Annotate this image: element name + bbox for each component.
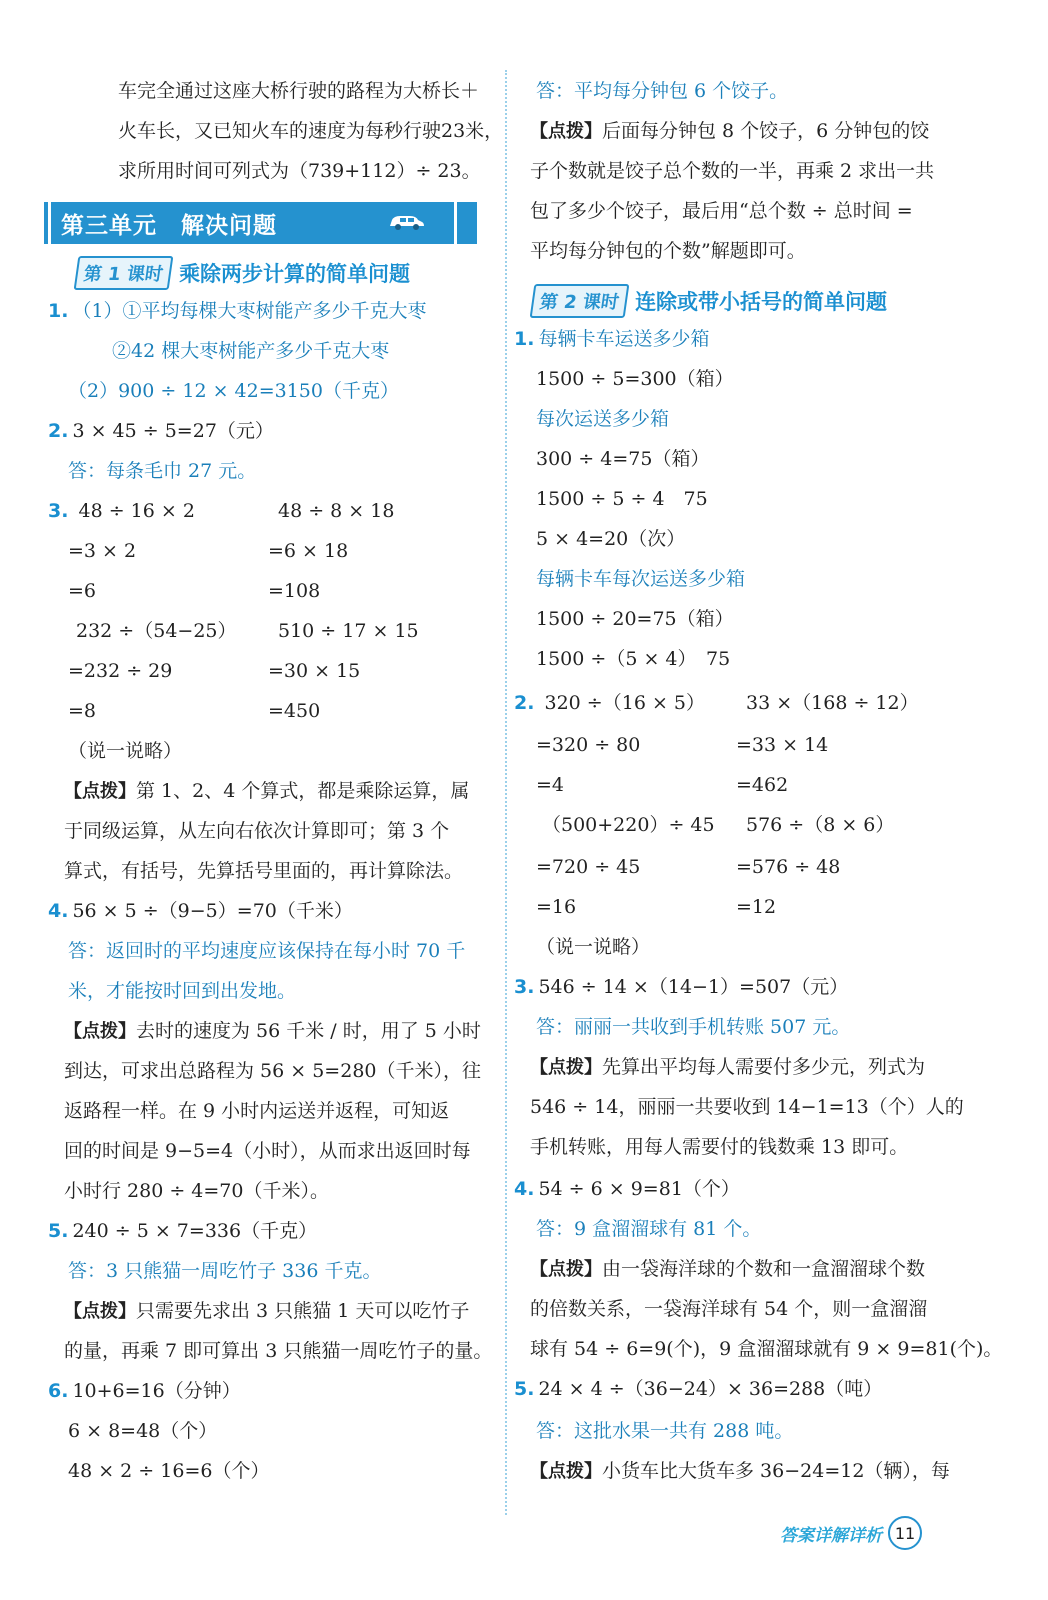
question-2-d3: =12 xyxy=(736,896,777,918)
question-2-d2: =576 ÷ 48 xyxy=(736,856,841,878)
question-2-b1: 33 ×（168 ÷ 12） xyxy=(746,692,919,714)
problem-1-line-a: 1. （1）①平均每棵大枣树能产多少千克大枣 xyxy=(48,300,427,322)
lesson-1-title: 乘除两步计算的简单问题 xyxy=(179,262,411,286)
question-1-l2: 1500 ÷ 5=300（箱） xyxy=(536,368,734,390)
q-tip-4-line-3: 球有 54 ÷ 6=9(个)，9 盒溜溜球就有 9 × 9=81(个)。 xyxy=(530,1338,1003,1360)
problem-6-b: 6 × 8=48（个） xyxy=(68,1420,218,1442)
question-2-d1: 576 ÷（8 × 6） xyxy=(746,814,895,836)
question-2-a3: =4 xyxy=(536,774,565,796)
tip-label: 【点拨】 xyxy=(530,1057,602,1078)
problem-3-b2: =6 × 18 xyxy=(268,540,349,562)
problem-3-d2: =30 × 15 xyxy=(268,660,361,682)
problem-number: 5. xyxy=(48,1220,69,1242)
tip-3-line-1: 【点拨】第 1、2、4 个算式，都是乘除运算，属 xyxy=(64,778,469,805)
q-tip-5-line-1: 【点拨】小货车比大货车多 36−24=12（辆），每 xyxy=(530,1458,950,1485)
tip-label: 【点拨】 xyxy=(64,1021,136,1042)
tip-4-line-3: 返路程一样。在 9 小时内运送并返程，可知返 xyxy=(64,1100,450,1122)
question-2-c3: =16 xyxy=(536,896,577,918)
tip-top-line-4: 平均每分钟包的个数”解题即可。 xyxy=(530,240,806,262)
car-icon xyxy=(386,212,426,232)
problem-6-c: 48 × 2 ÷ 16=6（个） xyxy=(68,1460,270,1482)
problem-5-expr: 5. 240 ÷ 5 × 7=336（千克） xyxy=(48,1220,318,1242)
tip-top-line-1: 【点拨】后面每分钟包 8 个饺子，6 分钟包的饺 xyxy=(530,118,929,145)
question-1-l5: 1500 ÷ 5 ÷ 4 75 xyxy=(536,488,708,510)
tip-4-line-2: 到达，可求出总路程为 56 × 5=280（千米），往 xyxy=(64,1060,481,1082)
problem-number: 3. xyxy=(48,500,69,522)
question-3-answer: 答：丽丽一共收到手机转账 507 元。 xyxy=(536,1016,851,1038)
problem-1-line-c: （2）900 ÷ 12 × 42=3150（千克） xyxy=(68,380,399,402)
tip-3-line-2: 于同级运算，从左向右依次计算即可；第 3 个 xyxy=(64,820,450,842)
problem-3-c2: =232 ÷ 29 xyxy=(68,660,173,682)
problem-number: 4. xyxy=(514,1178,535,1200)
problem-4-answer-2: 米，才能按时回到出发地。 xyxy=(68,980,297,1002)
lesson-1-tag: 第 1 课时 xyxy=(74,256,174,290)
problem-6-a: 6. 10+6=16（分钟） xyxy=(48,1380,241,1402)
question-4-expr: 4. 54 ÷ 6 × 9=81（个） xyxy=(514,1178,740,1200)
question-1-l6: 5 × 4=20（次） xyxy=(536,528,686,550)
question-1-l3: 每次运送多少箱 xyxy=(536,408,670,430)
question-5-expr: 5. 24 × 4 ÷（36−24）× 36=288（吨） xyxy=(514,1378,883,1400)
question-2-c2: =720 ÷ 45 xyxy=(536,856,641,878)
unit-header-bar xyxy=(44,202,480,244)
tip-3-line-3: 算式，有括号，先算括号里面的，再计算除法。 xyxy=(64,860,464,882)
problem-4-answer-1: 答：返回时的平均速度应该保持在每小时 70 千 xyxy=(68,940,466,962)
problem-number: 1. xyxy=(48,300,69,322)
question-2-a1: 2. 320 ÷（16 × 5） xyxy=(514,692,705,714)
problem-3-c1: 232 ÷（54−25） xyxy=(76,620,237,642)
q-tip-4-line-1: 【点拨】由一袋海洋球的个数和一盒溜溜球个数 xyxy=(530,1256,925,1283)
problem-3-d1: 510 ÷ 17 × 15 xyxy=(278,620,419,642)
problem-number: 5. xyxy=(514,1378,535,1400)
problem-3-c3: =8 xyxy=(68,700,97,722)
problem-number: 6. xyxy=(48,1380,69,1402)
problem-1-line-b: ②42 棵大枣树能产多少千克大枣 xyxy=(112,340,390,362)
problem-number: 1. xyxy=(514,328,535,350)
tip-5-line-2: 的量，再乘 7 即可算出 3 只熊猫一周吃竹子的量。 xyxy=(64,1340,493,1362)
q-tip-3-line-3: 手机转账，用每人需要付的钱数乘 13 即可。 xyxy=(530,1136,909,1158)
unit-bar-tail xyxy=(454,202,480,244)
question-2-a2: =320 ÷ 80 xyxy=(536,734,641,756)
problem-number: 2. xyxy=(514,692,535,714)
tip-label: 【点拨】 xyxy=(530,1461,602,1482)
question-1-l9: 1500 ÷（5 × 4） 75 xyxy=(536,648,731,670)
problem-2-expr: 2. 3 × 45 ÷ 5=27（元） xyxy=(48,420,274,442)
tip-top-line-3: 包了多少个饺子，最后用“总个数 ÷ 总时间 = xyxy=(530,200,913,222)
tip-label: 【点拨】 xyxy=(530,121,602,142)
footer-label: 答案详解详析 xyxy=(780,1525,882,1546)
problem-3-a3: =6 xyxy=(68,580,97,602)
question-2-b2: =33 × 14 xyxy=(736,734,829,756)
problem-3-a2: =3 × 2 xyxy=(68,540,137,562)
problem-3-b1: 48 ÷ 8 × 18 xyxy=(278,500,395,522)
unit-bar-edge xyxy=(44,202,51,244)
tip-4-line-1: 【点拨】去时的速度为 56 千米 / 时，用了 5 小时 xyxy=(64,1018,481,1045)
problem-3-d3: =450 xyxy=(268,700,321,722)
q-tip-4-line-2: 的倍数关系，一袋海洋球有 54 个，则一盒溜溜 xyxy=(530,1298,928,1320)
page-number: 11 xyxy=(888,1516,922,1550)
problem-3-a1: 3. 48 ÷ 16 × 2 xyxy=(48,500,195,522)
problem-number: 3. xyxy=(514,976,535,998)
page-footer xyxy=(780,1516,922,1550)
question-2-c1: （500+220）÷ 45 xyxy=(542,814,715,836)
q-tip-3-line-2: 546 ÷ 14，丽丽一共要收到 14−1=13（个）人的 xyxy=(530,1096,964,1118)
unit-title: 第三单元 解决问题 xyxy=(61,212,277,239)
question-2-b3: =462 xyxy=(736,774,789,796)
tip-label: 【点拨】 xyxy=(530,1259,602,1280)
tip-4-line-5: 小时行 280 ÷ 4=70（千米）。 xyxy=(64,1180,329,1202)
tip-label: 【点拨】 xyxy=(64,781,136,802)
problem-4-expr: 4. 56 × 5 ÷（9−5）=70（千米） xyxy=(48,900,353,922)
question-4-answer: 答：9 盒溜溜球有 81 个。 xyxy=(536,1218,762,1240)
lesson-2-header xyxy=(532,284,887,318)
tip-5-line-1: 【点拨】只需要先求出 3 只熊猫 1 天可以吃竹子 xyxy=(64,1298,469,1325)
question-2-note: （说一说略） xyxy=(536,936,651,958)
answer-top: 答：平均每分钟包 6 个饺子。 xyxy=(536,80,789,102)
column-divider xyxy=(505,70,507,1515)
question-3-expr: 3. 546 ÷ 14 ×（14−1）=507（元） xyxy=(514,976,849,998)
lesson-2-title: 连除或带小括号的简单问题 xyxy=(635,290,888,314)
tip-label: 【点拨】 xyxy=(64,1301,136,1322)
tip-top-line-2: 子个数就是饺子总个数的一半，再乘 2 求出一共 xyxy=(530,160,935,182)
tip-4-line-4: 回的时间是 9−5=4（小时），从而求出返回时每 xyxy=(64,1140,471,1162)
question-1-l4: 300 ÷ 4=75（箱） xyxy=(536,448,710,470)
q-tip-3-line-1: 【点拨】先算出平均每人需要付多少元，列式为 xyxy=(530,1054,925,1081)
problem-2-answer: 答：每条毛巾 27 元。 xyxy=(68,460,257,482)
question-1-l7: 每辆卡车每次运送多少箱 xyxy=(536,568,746,590)
question-1-l8: 1500 ÷ 20=75（箱） xyxy=(536,608,734,630)
lesson-1-header xyxy=(76,256,410,290)
problem-3-note: （说一说略） xyxy=(68,740,183,762)
question-1-l1: 1. 每辆卡车运送多少箱 xyxy=(514,328,710,350)
problem-5-answer: 答：3 只熊猫一周吃竹子 336 千克。 xyxy=(68,1260,382,1282)
problem-number: 2. xyxy=(48,420,69,442)
lesson-2-tag: 第 2 课时 xyxy=(530,284,630,318)
intro-line-3: 求所用时间可列式为（739+112）÷ 23。 xyxy=(118,160,481,182)
problem-number: 4. xyxy=(48,900,69,922)
intro-line-1: 车完全通过这座大桥行驶的路程为大桥长＋ xyxy=(118,80,480,102)
intro-line-2: 火车长，又已知火车的速度为每秒行驶23米， xyxy=(118,120,504,142)
question-5-answer: 答：这批水果一共有 288 吨。 xyxy=(536,1420,794,1442)
problem-3-b3: =108 xyxy=(268,580,321,602)
